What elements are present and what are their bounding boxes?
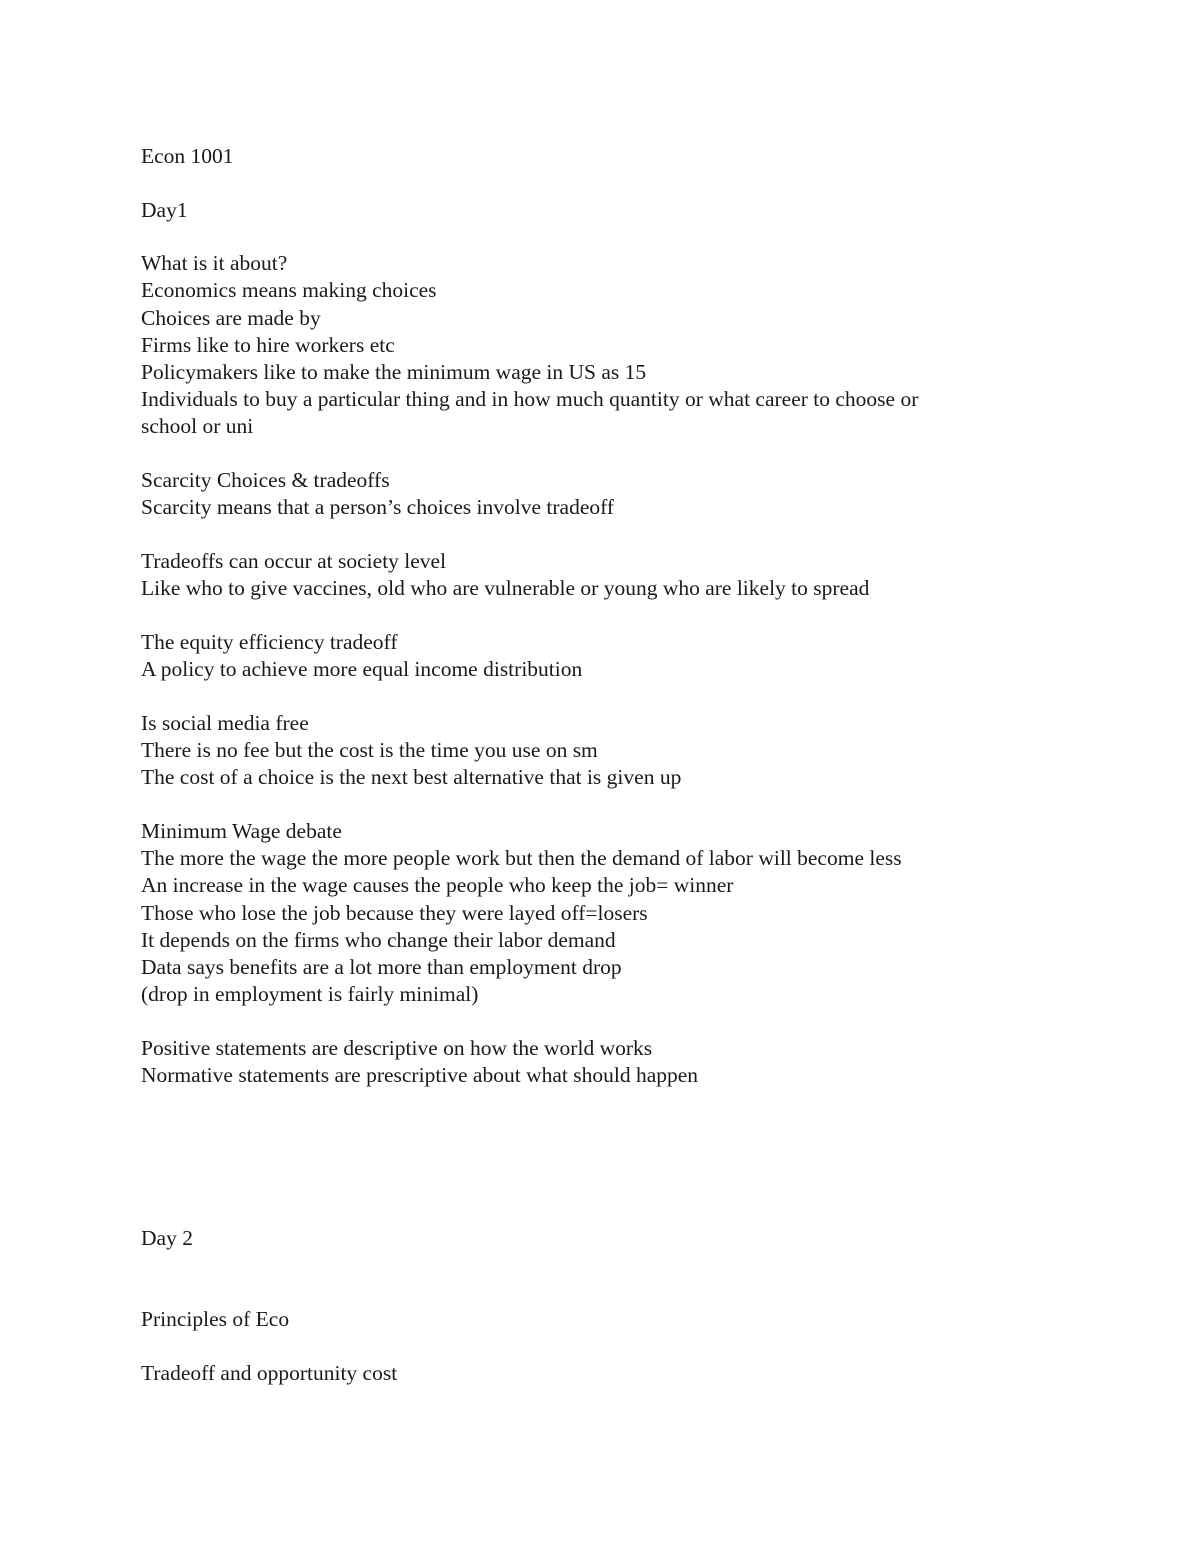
- minimum-wage-heading: Minimum Wage debate: [141, 819, 342, 843]
- minimum-wage-line: An increase in the wage causes the people who keep the job= winner: [141, 873, 734, 897]
- minimum-wage-line: The more the wage the more people work but then the demand of labor will become less: [141, 846, 902, 870]
- intro-line: Choices are made by: [141, 306, 321, 330]
- society-line: Like who to give vaccines, old who are vulnerable or young who are likely to spread: [141, 576, 870, 600]
- equity-heading: The equity efficiency tradeoff: [141, 630, 398, 654]
- normative-statement: Normative statements are prescriptive about what should happen: [141, 1063, 699, 1087]
- social-media-heading: Is social media free: [141, 711, 309, 735]
- society-heading: Tradeoffs can occur at society level: [141, 549, 447, 573]
- intro-question: What is it about?: [141, 251, 288, 275]
- positive-statement: Positive statements are descriptive on how the world works: [141, 1036, 653, 1060]
- document-title: Econ 1001: [141, 144, 234, 168]
- intro-line: Policymakers like to make the minimum wage in US as 15: [141, 360, 647, 384]
- day2-heading: Day 2: [141, 1226, 193, 1250]
- intro-line: Firms like to hire workers etc: [141, 333, 395, 357]
- minimum-wage-line: (drop in employment is fairly minimal): [141, 982, 479, 1006]
- day2-topic: Principles of Eco: [141, 1307, 290, 1331]
- scarcity-heading: Scarcity Choices & tradeoffs: [141, 468, 390, 492]
- day1-heading: Day1: [141, 198, 188, 222]
- intro-line: Economics means making choices: [141, 278, 437, 302]
- minimum-wage-line: It depends on the firms who change their labor demand: [141, 928, 616, 952]
- day2-subtopic: Tradeoff and opportunity cost: [141, 1361, 398, 1385]
- social-media-line: The cost of a choice is the next best alternative that is given up: [141, 765, 682, 789]
- minimum-wage-line: Data says benefits are a lot more than employment drop: [141, 955, 622, 979]
- intro-line: Individuals to buy a particular thing and in how much quantity or what career to choose or: [141, 387, 919, 411]
- equity-line: A policy to achieve more equal income distribution: [141, 657, 583, 681]
- minimum-wage-line: Those who lose the job because they were layed off=losers: [141, 901, 648, 925]
- intro-line: school or uni: [141, 414, 254, 438]
- scarcity-line: Scarcity means that a person’s choices involve tradeoff: [141, 495, 615, 519]
- social-media-line: There is no fee but the cost is the time you use on sm: [141, 738, 598, 762]
